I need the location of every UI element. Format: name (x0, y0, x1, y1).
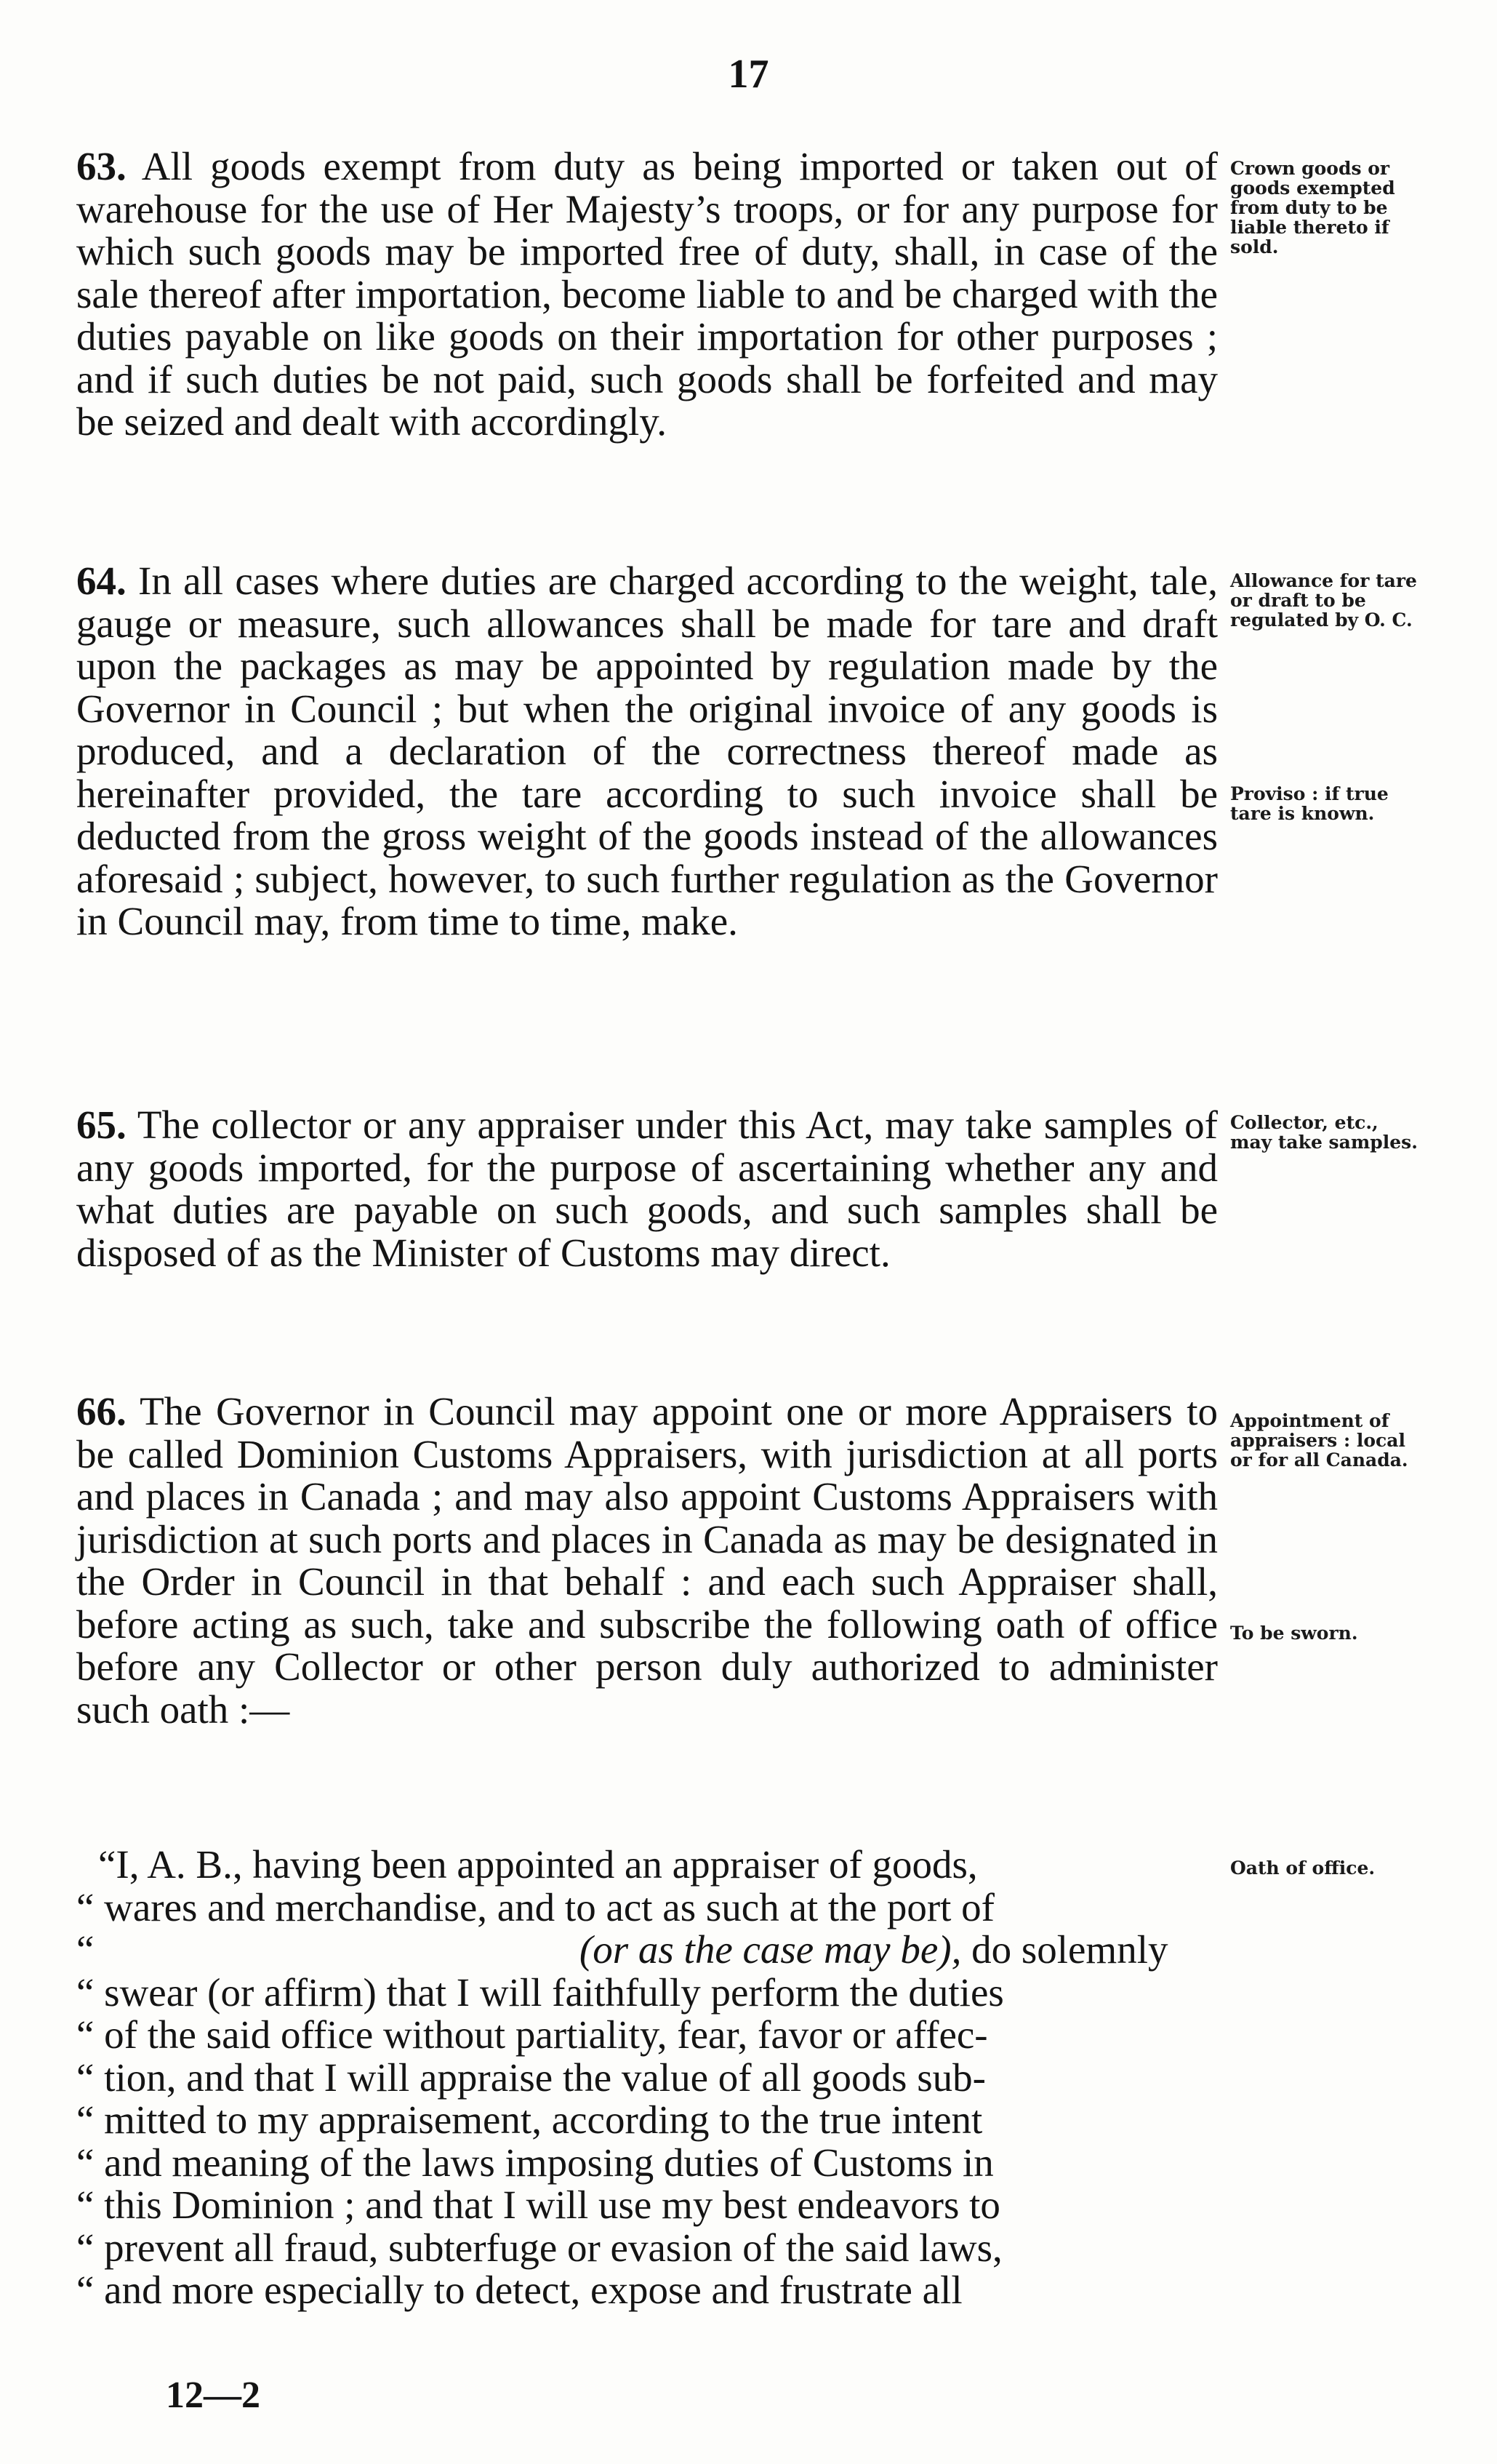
marginal-note-sworn: To be sworn. (1230, 1623, 1358, 1644)
section-text: The Governor in Council may appoint one or more Appraisers to be called Dominion Customs Appraisers, with jurisdiction at all ports and places in Canada ; and may also appoint Customs Appraisers with jurisdiction at such ports and places in Canada as may be designated in the Order in Council in that behalf : and each such Appraiser shall, before acting as such, take and subscribe the following oath of office before any Collector or other person duly authorized to administer such oath :— (76, 1389, 1218, 1732)
oath-line: “ mitted to my appraisement, according to the true intent (76, 2097, 983, 2142)
oath-line: “ this Dominion ; and that I will use my best endeavors to (76, 2183, 1000, 2227)
section-number: 66. (76, 1389, 127, 1433)
oath-line: “ of the said office without partiality, fear, favor or affec- (76, 2012, 988, 2057)
oath-line: “ wares and merchandise, and to act as such at the port of (76, 1884, 995, 1929)
oath-line-rest: do solemnly (971, 1927, 1168, 1972)
marginal-note-proviso: Proviso : if true tare is known. (1230, 783, 1389, 824)
oath-line: “I, A. B., having been appointed an appraiser of goods, (98, 1842, 978, 1887)
oath-block (76, 1844, 1218, 2312)
section-63 (76, 145, 1218, 444)
section-text: All goods exempt from duty as being imported or taken out of warehouse for the use of Her Majesty’s troops, or for any purpose for which such goods may be imported free of duty, shall, in case of the sale thereof after importation, become liable to and be charged with the duties payable on like goods on their importation for other purposes ; and if such duties be not paid, such goods shall be forfeited and may be seized and dealt with accordingly. (76, 144, 1219, 444)
section-64 (76, 560, 1218, 943)
oath-quote-mark: “ (76, 1927, 95, 1972)
marginal-note-allowance: Allowance for tare or draft to be regulated by O. C. (1230, 570, 1417, 631)
marginal-note-appointment: Appointment of appraisers : local or for all Canada. (1230, 1410, 1408, 1471)
section-number: 64. (76, 559, 127, 603)
oath-italic-phrase: (or as the case may be), (579, 1927, 962, 1972)
oath-line: “ and more especially to detect, expose and frustrate all (76, 2268, 963, 2312)
section-text: In all cases where duties are charged according to the weight, tale, gauge or measure, such allowances shall be made for tare and draft upon the packages as may be appointed by regulation made by the Governor in Council ; but when the original invoice of any goods is produced, and a declaration of the correctness thereof made as hereinafter provided, the tare according to such invoice shall be deducted from the gross weight of the goods instead of the allowances aforesaid ; subject, however, to such further regulation as the Governor in Council may, from time to time, make. (76, 559, 1218, 943)
oath-line: “ prevent all fraud, subterfuge or evasion of the said laws, (76, 2225, 1003, 2270)
section-65 (76, 1104, 1218, 1274)
page-number: 17 (728, 52, 769, 97)
marginal-note-collector: Collector, etc., may take samples. (1230, 1112, 1418, 1153)
oath-line (76, 1929, 1218, 1972)
section-66 (76, 1391, 1218, 1731)
oath-line: “ and meaning of the laws imposing duties of Customs in (76, 2140, 994, 2185)
marginal-note-crown-goods: Crown goods or goods exempted from duty to be liable thereto if sold. (1230, 158, 1395, 257)
signature-mark: 12—2 (166, 2375, 260, 2416)
section-number: 65. (76, 1103, 127, 1147)
oath-line: “ swear (or affirm) that I will faithfully perform the duties (76, 1969, 1004, 2015)
section-text: The collector or any appraiser under this Act, may take samples of any goods imported, for the purpose of ascertaining whether any and what duties are payable on such goods, and such samples shall be disposed of as the Minister of Customs may direct. (76, 1103, 1218, 1275)
section-number: 63. (76, 144, 127, 188)
marginal-note-oath: Oath of office. (1230, 1857, 1376, 1879)
oath-line: “ tion, and that I will appraise the value of all goods sub- (76, 2055, 986, 2100)
